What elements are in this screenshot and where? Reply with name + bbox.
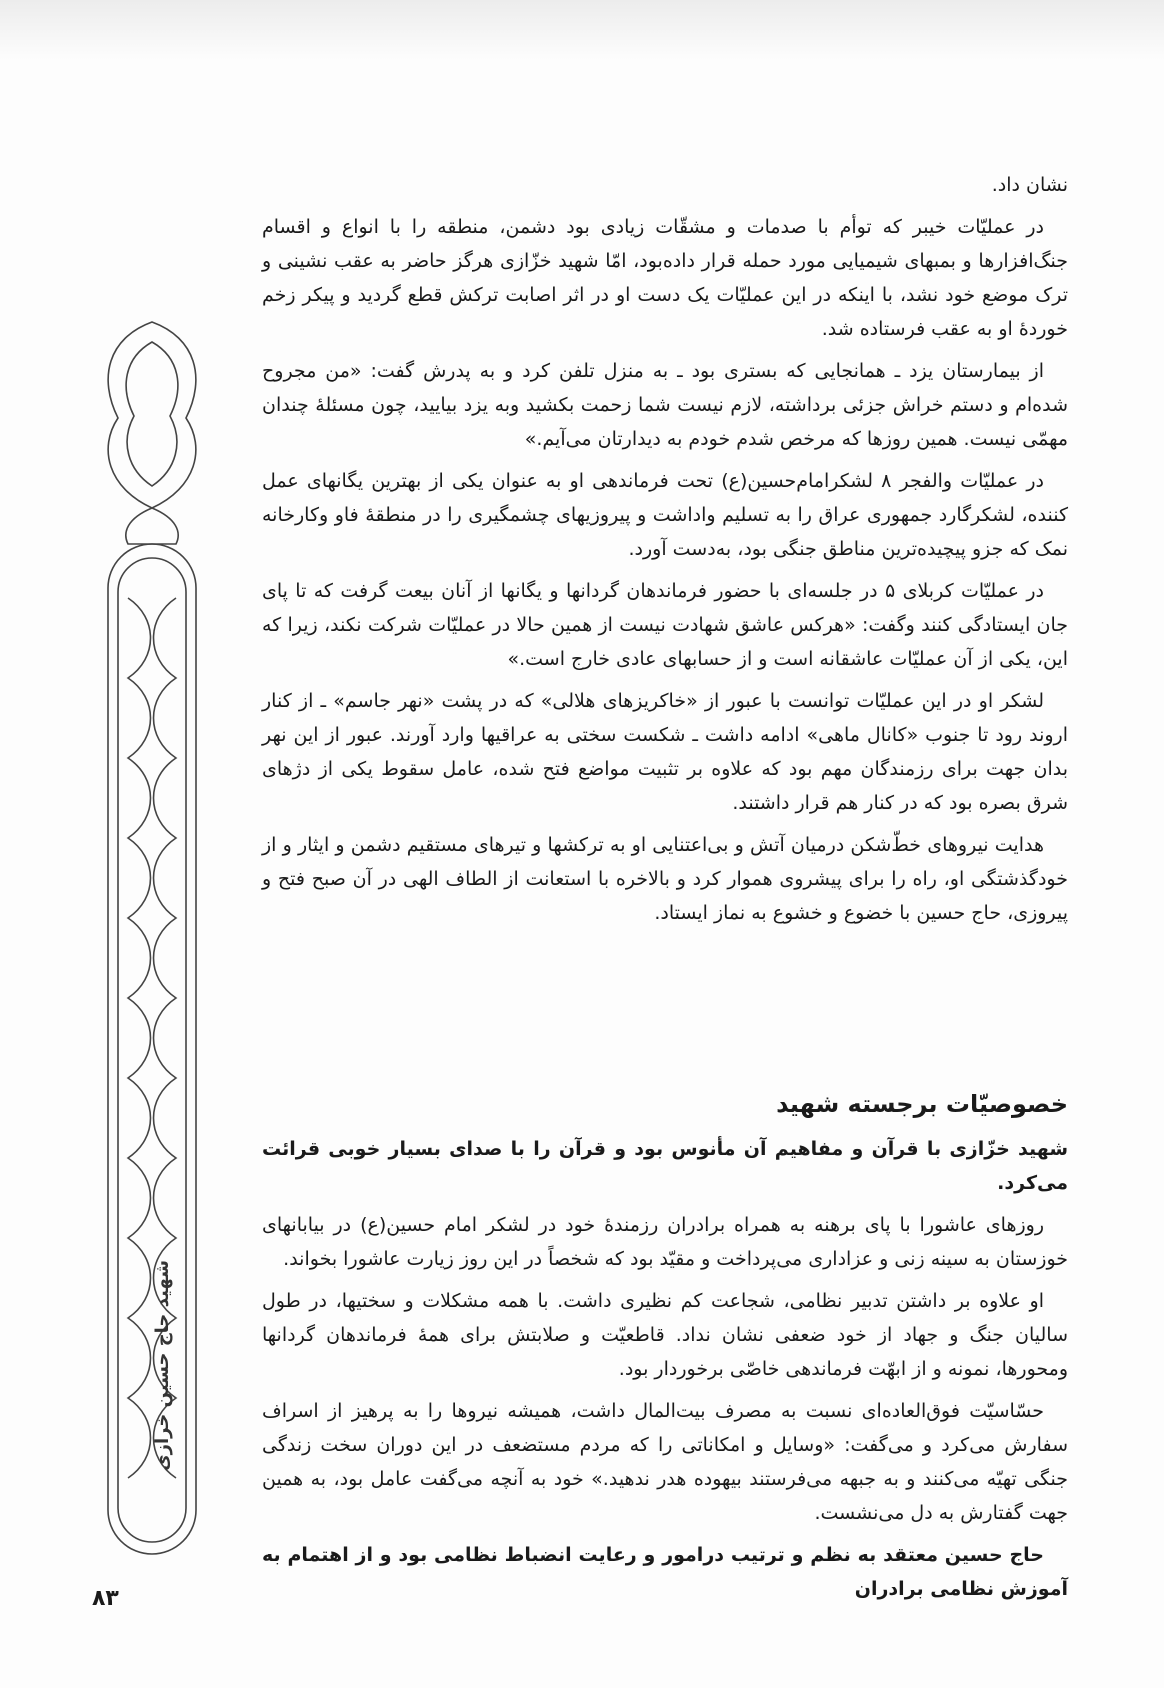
page-number: ۸۳ <box>92 1586 119 1611</box>
body-text-upper <box>262 168 1068 938</box>
paragraph-intro: نشان داد. <box>991 174 1068 196</box>
paragraph-hospital: از بیمارستان یزد ـ همانجایی که بستری بود ـ به منزل تلفن کرد و به پدرش گفت: «من مجروح شده‌ام و دستم خراش جزئی برداشته، لازم نیست شما زحمت بکشید وبه یزد بیایید، چون مسئلهٔ چندان مهمّی نیست. همین روزها که مرخص شدم خودم به دیدارتان می‌آیم.» <box>262 360 1068 450</box>
side-caption: شهید حاج حسین خرازی <box>152 1260 173 1471</box>
paragraph-khaybar: در عملیّات خیبر که توأم با صدمات و مشقّات زیادی بود دشمن، منطقه را با انواع و اقسام جنگ‌افزارها و بمبهای شیمیایی مورد حمله قرار داده‌بود، امّا شهید خزّازی هرگز حاضر به عقب نشینی و ترک موضع خود نشد، با اینکه در این عملیّات یک دست او در اثر اصابت ترکش قطع گردید و پیکر زخم خوردهٔ او به عقب فرستاده شد. <box>262 216 1068 340</box>
body-text-lower <box>262 1132 1068 1614</box>
paragraph-treasury: حسّاسیّت فوق‌العاده‌ای نسبت به مصرف بیت‌المال داشت، همیشه نیروها را به پرهیز از اسراف سفارش می‌کرد و می‌گفت: «وسایل و امکاناتی را که مردم مستضعف در این دوران سخت زندگی جنگی تهیّه می‌کنند و به جبهه می‌فرستند بیهوده هدر ندهید.» خود به آنچه می‌گفت عامل بود، به همین جهت گفتارش به دل می‌نشست. <box>262 1400 1068 1524</box>
paragraph-ashura: روزهای عاشورا با پای برهنه به همراه برادران رزمندهٔ خود در لشکر امام حسین(ع) در بیابانهای خوزستان به سینه زنی و عزاداری می‌پرداخت و مقیّد بود که شخصاً در این روز زیارت عاشورا بخواند. <box>262 1214 1068 1270</box>
paragraph-quran: شهید خزّازی با قرآن و مفاهیم آن مأنوس بود و قرآن را با صدای بسیار خوبی قرائت می‌کرد. <box>262 1138 1068 1194</box>
section-heading: خصوصیّات برجسته شهید <box>776 1090 1068 1118</box>
paragraph-karbala: در عملیّات کربلای ۵ در جلسه‌ای با حضور فرماندهان گردانها و یگانها از آنان بیعت گرفت که تا پای جان ایستادگی کنند وگفت: «هرکس عاشق شهادت نیست از همین حالا در عملیّات شرکت نکند، زیرا که این، یکی از آن عملیّات عاشقانه است و از حسابهای عادی خارج است.» <box>262 580 1068 670</box>
paragraph-discipline: حاج حسین معتقد به نظم و ترتیب درامور و رعایت انضباط نظامی بود و از اهتمام به آموزش نظامی برادران <box>262 1544 1068 1600</box>
paragraph-prayer: هدایت نیروهای خطّ‌شکن درمیان آتش و بی‌اعتنایی او به ترکشها و تیرهای مستقیم دشمن و ایثار و از خودگذشتگی او، راه را برای پیشروی هموار کرد و بالاخره با استعانت از الطاف الهی در آن صبح فتح و پیروزی، حاج حسین با خضوع و خشوع به نماز ایستاد. <box>262 834 1068 924</box>
scan-shadow <box>0 0 1164 60</box>
paragraph-valfajr: در عملیّات والفجر ۸ لشکرامام‌حسین(ع) تحت فرماندهی او به عنوان یکی از بهترین یگانهای عمل کننده، لشکرگارد جمهوری عراق را به تسلیم واداشت و پیروزیهای چشمگیری را در منطقهٔ فاو وکارخانه نمک که جزو پیچیده‌ترین مناطق جنگی بود، به‌دست آورد. <box>262 470 1068 560</box>
paragraph-courage: او علاوه بر داشتن تدبیر نظامی، شجاعت کم نظیری داشت. با همه مشکلات و سختیها، در طول سالیان جنگ و جهاد از خود ضعفی نشان نداد. قاطعیّت و صلابتش برای همهٔ فرماندهان گردانها ومحورها، نمونه و از ابهّت فرماندهی خاصّی برخوردار بود. <box>262 1290 1068 1380</box>
paragraph-crossing: لشکر او در این عملیّات توانست با عبور از «خاکریزهای هلالی» که در پشت «نهر جاسم» ـ از کنار اروند رود تا جنوب «کانال ماهی» ادامه داشت ـ شکست سختی به عراقیها وارد آورند. عبور از این نهر بدان جهت برای رزمندگان مهم بود که علاوه بر تثبیت مواضع فتح شده، عامل سقوط یکی از دژهای شرق بصره بود که در کنار هم قرار داشتند. <box>262 690 1068 814</box>
